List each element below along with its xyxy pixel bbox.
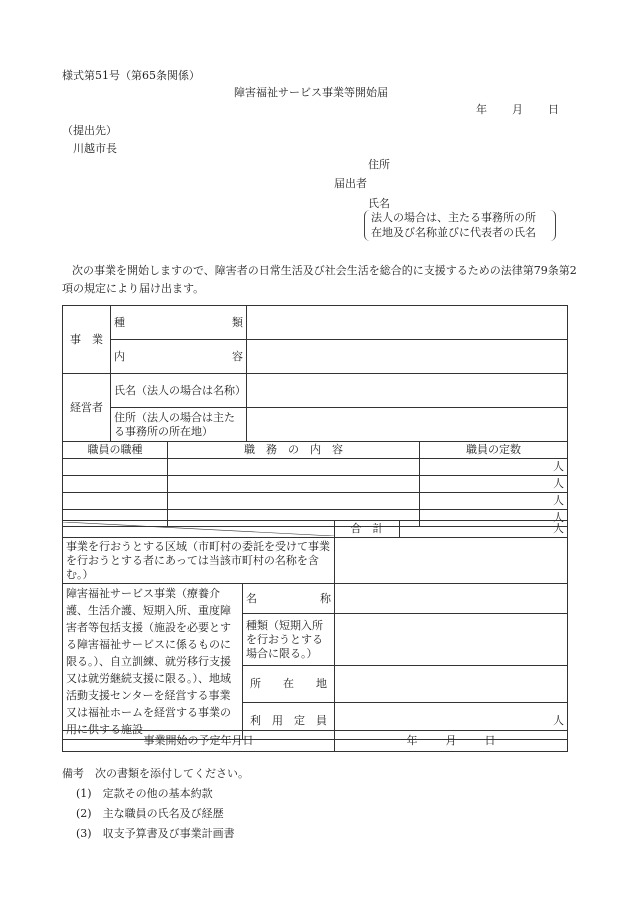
- business-section-label: 事 業: [63, 306, 111, 374]
- recipient: 川越市長: [73, 142, 117, 155]
- staff-count-cell[interactable]: 人: [420, 493, 568, 510]
- date-day: 日: [548, 103, 559, 116]
- facility-name-field[interactable]: [335, 584, 568, 614]
- operator-name-field[interactable]: [247, 374, 568, 408]
- operator-section-label: 経営者: [63, 374, 111, 442]
- address-label: 住所: [368, 158, 390, 171]
- main-table: [62, 305, 568, 527]
- start-date-label: 事業開始の予定年月日: [63, 731, 335, 752]
- notes-item: (3) 収支予算書及び事業計画書: [76, 827, 235, 840]
- intro-text: 次の事業を開始しますので、障害者の日常生活及び社会生活を総合的に支援するための法律第79条第2項の規定により届け出ます。: [62, 264, 577, 295]
- staff-type-header: 職員の職種: [63, 442, 168, 459]
- facility-capacity-label: 利 用 定 員: [243, 703, 335, 740]
- business-content-field[interactable]: [247, 340, 568, 374]
- facility-name-label: 名 称: [243, 584, 335, 614]
- form-number: 様式第51号（第65条関係）: [62, 69, 200, 82]
- facility-description: 障害福祉サービス事業（療養介護、生活介護、短期入所、重度障害者等包括支援（施設を必要とする障害福祉サービスに係るものに限る。）、自立訓練、就労移行支援又は就労継続支援に限る。）、地域活動支援センターを経営する事業又は福祉ホームを経営する事業の用に供する施設: [63, 584, 243, 740]
- staff-count-header: 職員の定数: [420, 442, 568, 459]
- submission-date: [476, 101, 559, 117]
- date-year: 年: [476, 103, 487, 116]
- staff-type-cell[interactable]: [63, 476, 168, 493]
- document-title: 障害福祉サービス事業等開始届: [234, 86, 388, 99]
- corp-note-line1: 法人の場合は、主たる事務所の所: [371, 211, 536, 224]
- diagonal-line: [63, 522, 334, 536]
- date-month: 月: [512, 103, 523, 116]
- staff-count-cell[interactable]: 人: [420, 459, 568, 476]
- start-date-table: [62, 730, 568, 752]
- staff-count-cell[interactable]: 人: [420, 476, 568, 493]
- facility-location-label: 所 在 地: [243, 666, 335, 703]
- business-type-field[interactable]: [247, 306, 568, 340]
- facility-type-field[interactable]: [335, 614, 568, 666]
- business-content-label: 内 容: [111, 340, 247, 374]
- operator-name-label: 氏名（法人の場合は名称）: [111, 374, 247, 408]
- notes-heading: 備考 次の書類を添付してください。: [62, 767, 249, 780]
- facility-table: [62, 520, 568, 740]
- facility-location-field[interactable]: [335, 666, 568, 703]
- operator-address-field[interactable]: [247, 408, 568, 442]
- total-label: 合 計: [335, 521, 400, 538]
- staff-duties-cell[interactable]: [168, 476, 420, 493]
- notifier-label: 届出者: [334, 177, 367, 190]
- corporation-note: [364, 210, 556, 241]
- total-diagonal-cell: [63, 521, 335, 538]
- staff-duties-cell[interactable]: [168, 493, 420, 510]
- staff-type-cell[interactable]: [63, 459, 168, 476]
- business-type-label: 種 類: [111, 306, 247, 340]
- notes: [62, 764, 249, 844]
- corp-note-line2: 在地及び名称並びに代表者の氏名: [371, 226, 536, 239]
- staff-type-cell[interactable]: [63, 493, 168, 510]
- service-area-label: 事業を行おうとする区域（市町村の委託を受けて事業を行おうとする者にあっては当該市町村の名称を含む。）: [63, 538, 335, 584]
- service-area-field[interactable]: [335, 538, 568, 584]
- name-label: 氏名: [368, 197, 390, 210]
- start-date-field[interactable]: 年 月 日: [335, 731, 568, 752]
- staff-duties-header: 職 務 の 内 容: [168, 442, 420, 459]
- staff-count-cell[interactable]: 人: [420, 510, 568, 527]
- facility-type-label: 種類（短期入所を行おうとする場合に限る。）: [243, 614, 335, 666]
- notes-item: (1) 定款その他の基本約款: [76, 787, 213, 800]
- notes-item: (2) 主な職員の氏名及び経歴: [76, 807, 224, 820]
- operator-address-label: 住所（法人の場合は主たる事務所の所在地）: [111, 408, 247, 442]
- staff-duties-cell[interactable]: [168, 459, 420, 476]
- total-count-cell[interactable]: 人: [400, 521, 568, 538]
- submit-to-label: （提出先）: [62, 124, 117, 137]
- facility-capacity-field[interactable]: 人: [335, 703, 568, 740]
